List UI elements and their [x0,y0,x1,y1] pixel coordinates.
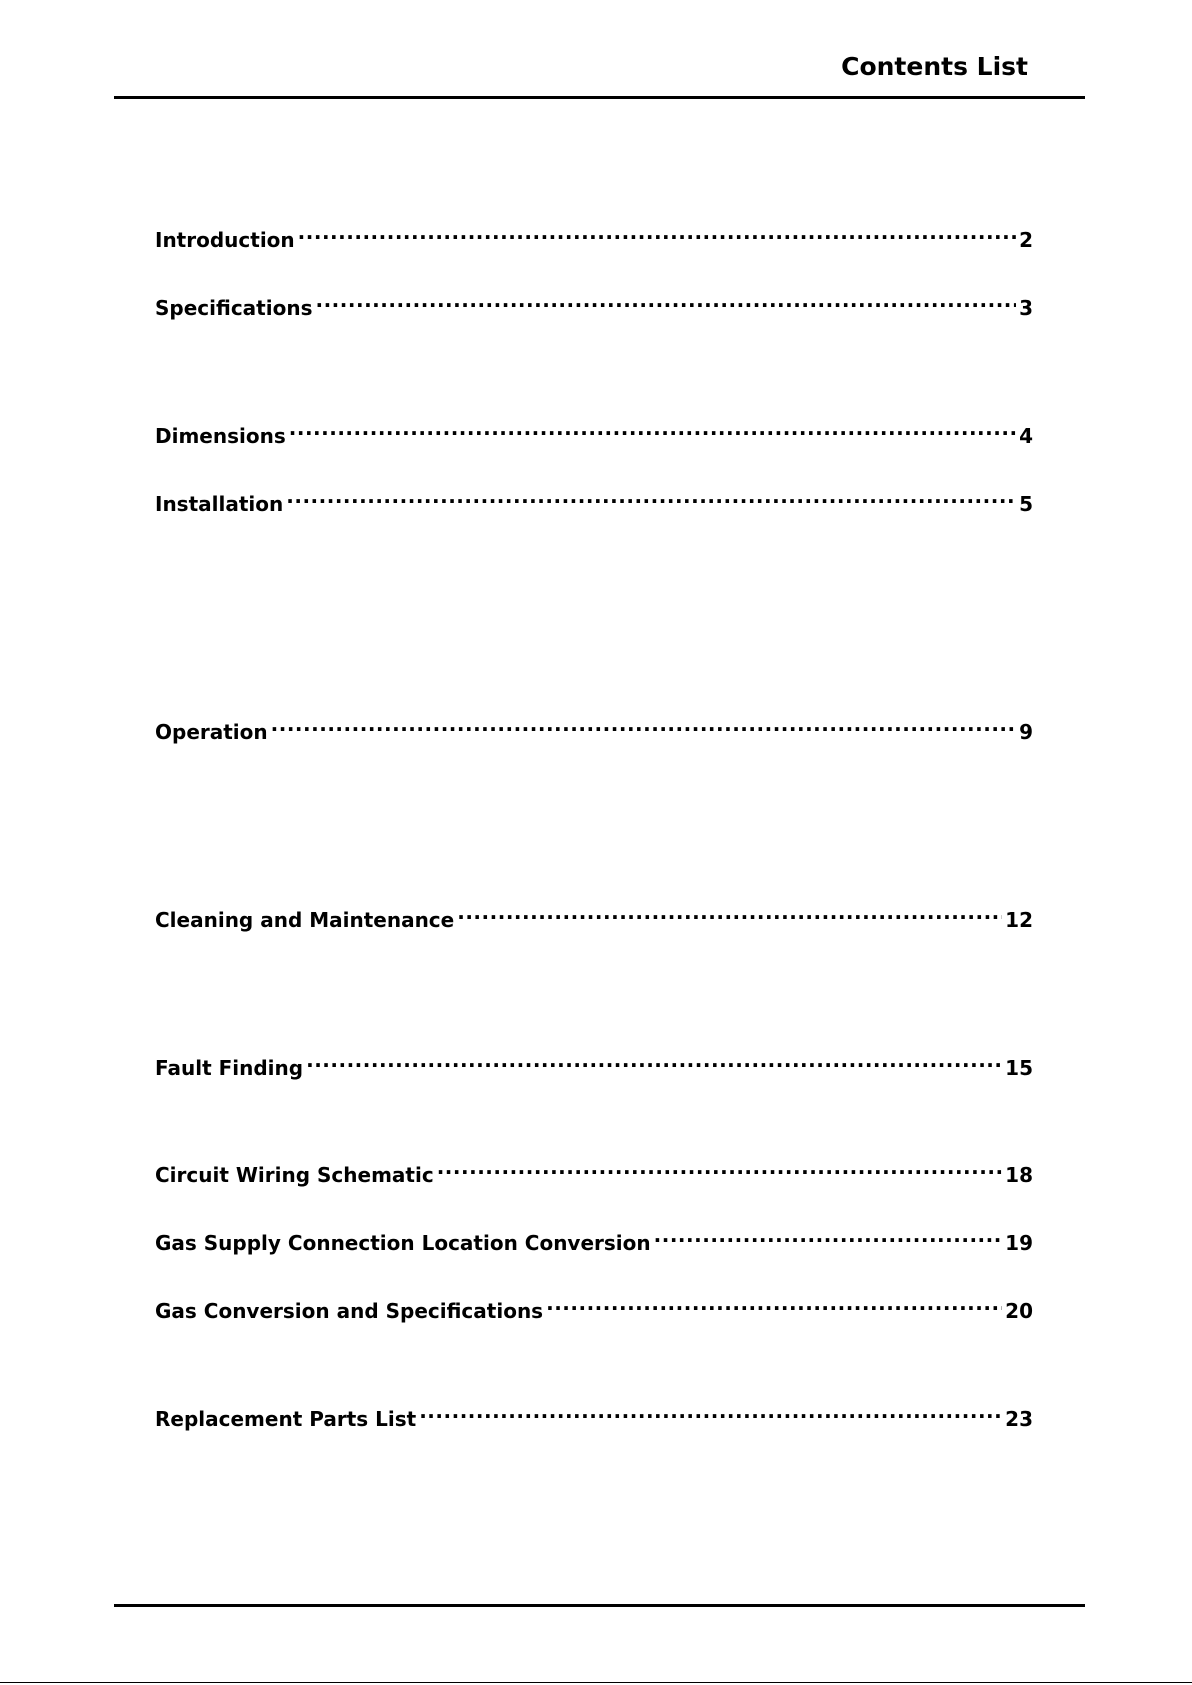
toc-entry-page: 15 [1005,1056,1033,1080]
page-title: Contents List [841,52,1028,81]
toc-dot-leader [437,1152,1002,1182]
toc-entry-title: Cleaning and Maintenance [155,908,455,932]
toc-entry-title: Specifications [155,296,313,320]
toc-dot-leader [271,709,1016,739]
toc-entry-replacement-parts-list[interactable] [155,1396,1033,1431]
toc-dot-leader [298,217,1016,247]
toc-entry-page: 4 [1019,424,1033,448]
toc-entry-dimensions[interactable] [155,413,1033,448]
toc-entry-title: Installation [155,492,284,516]
toc-dot-leader [419,1396,1002,1426]
toc-entry-installation[interactable] [155,481,1033,516]
toc-entry-page: 19 [1005,1231,1033,1255]
toc-dot-leader [306,1045,1002,1075]
toc-entry-page: 5 [1019,492,1033,516]
toc-dot-leader [315,285,1016,315]
toc-entry-title: Circuit Wiring Schematic [155,1163,434,1187]
page-edge-line [0,1682,1192,1683]
toc-entry-title: Fault Finding [155,1056,304,1080]
toc-entry-operation[interactable] [155,709,1033,744]
toc-dot-leader [546,1288,1002,1318]
toc-entry-page: 9 [1019,720,1033,744]
toc-dot-leader [286,481,1016,511]
toc-entry-page: 12 [1005,908,1033,932]
toc-entry-fault-finding[interactable] [155,1045,1033,1080]
toc-entry-page: 23 [1005,1407,1033,1431]
toc-entry-page: 20 [1005,1299,1033,1323]
toc-entry-gas-supply-connection-location-conversion[interactable] [155,1220,1033,1255]
toc-entry-title: Gas Conversion and Specifications [155,1299,544,1323]
toc-entry-page: 2 [1019,228,1033,252]
toc-dot-leader [654,1220,1003,1250]
toc-entry-page: 18 [1005,1163,1033,1187]
toc-entry-title: Replacement Parts List [155,1407,417,1431]
toc-entry-cleaning-and-maintenance[interactable] [155,897,1033,932]
toc-entry-circuit-wiring-schematic[interactable] [155,1152,1033,1187]
footer-rule [114,1604,1085,1607]
toc-entry-title: Introduction [155,228,295,252]
toc-entry-gas-conversion-and-specifications[interactable] [155,1288,1033,1323]
toc-entry-introduction[interactable] [155,217,1033,252]
toc-entry-title: Dimensions [155,424,286,448]
table-of-contents [155,0,1033,1685]
toc-entry-specifications[interactable] [155,285,1033,320]
toc-entry-title: Operation [155,720,268,744]
toc-dot-leader [457,897,1002,927]
toc-entry-title: Gas Supply Connection Location Conversion [155,1231,651,1255]
toc-entry-page: 3 [1019,296,1033,320]
toc-dot-leader [289,413,1016,443]
